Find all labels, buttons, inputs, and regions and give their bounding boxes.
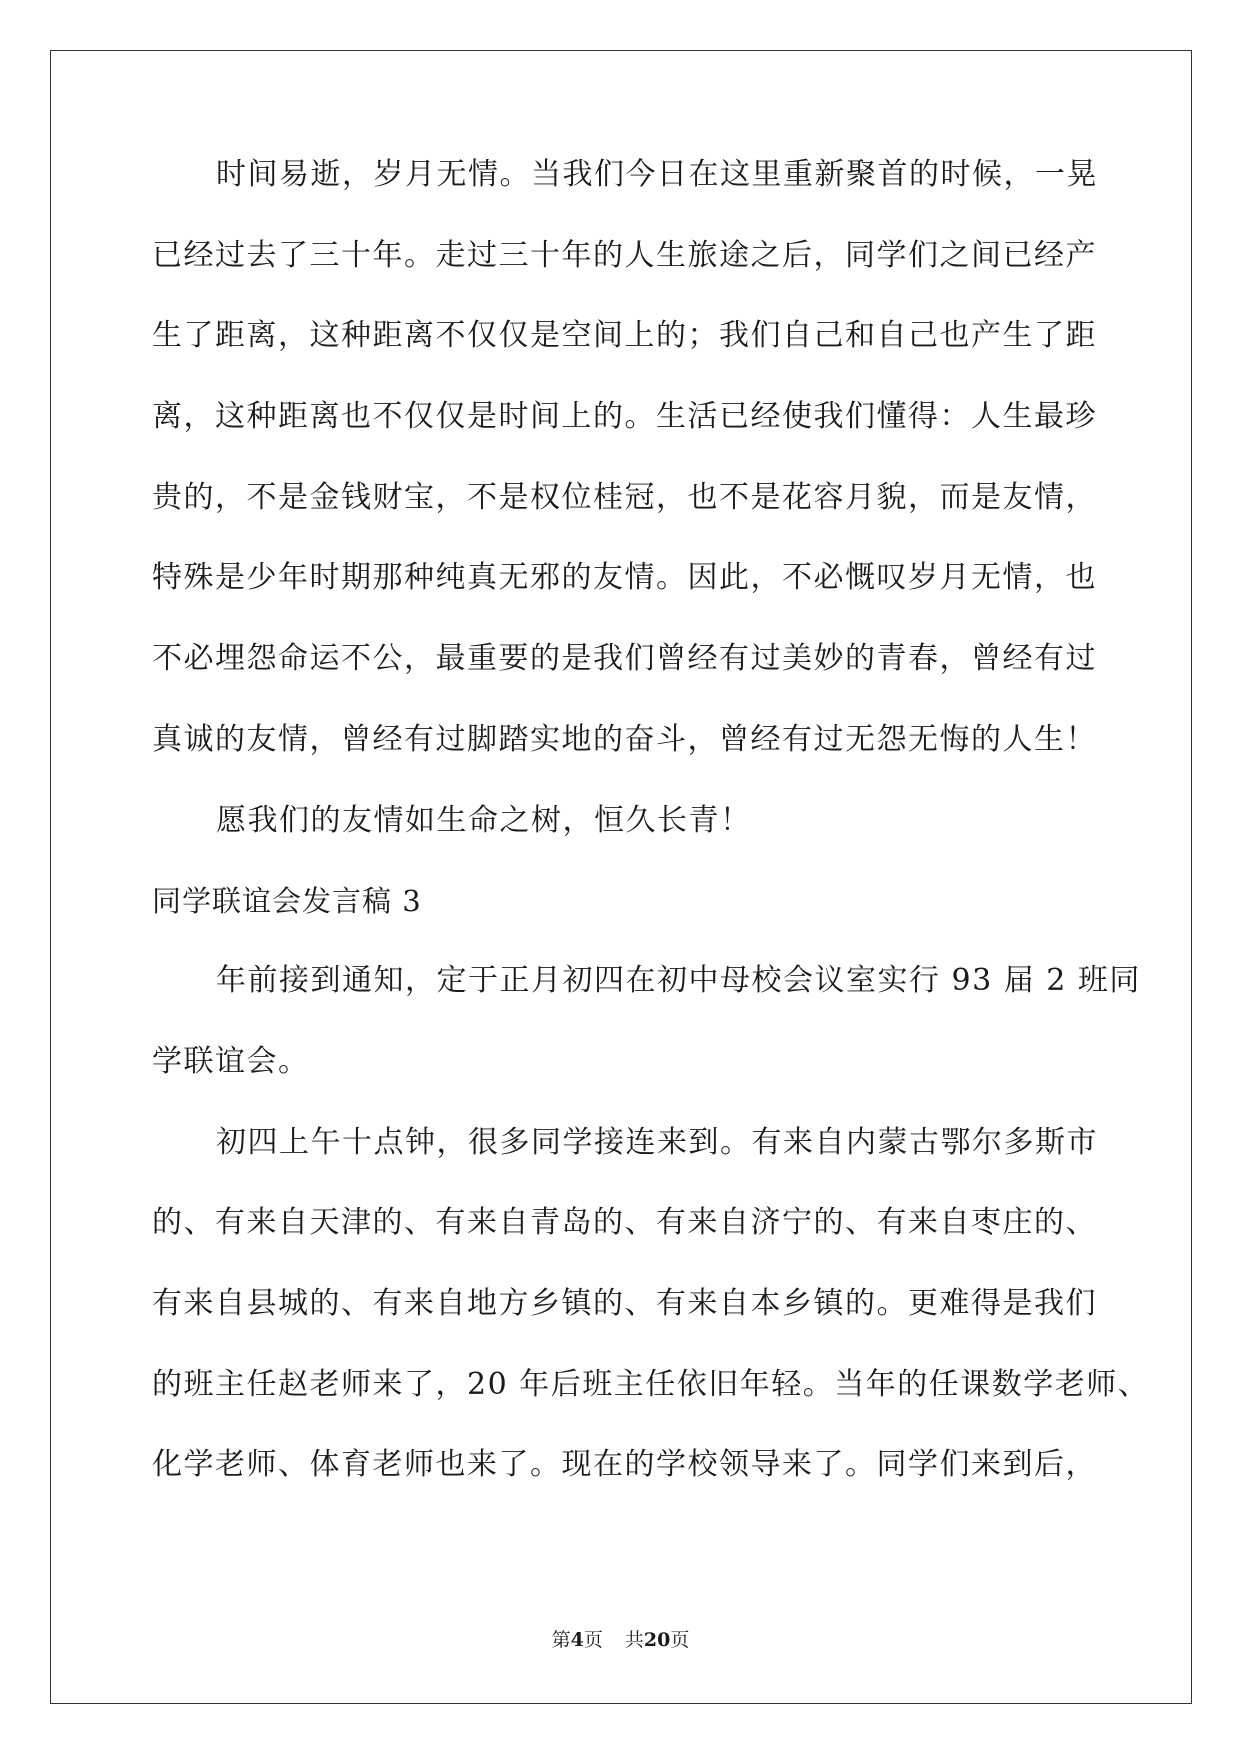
- text-line: 特殊是少年时期那种纯真无邪的友情。因此，不必慨叹岁月无情，也: [152, 560, 1097, 596]
- text-line: 的、有来自天津的、有来自青岛的、有来自济宁的、有来自枣庄的、: [152, 1205, 1097, 1241]
- text-line: 生了距离，这种距离不仅仅是空间上的；我们自己和自己也产生了距: [152, 318, 1097, 354]
- text-line: 有来自县城的、有来自地方乡镇的、有来自本乡镇的。更难得是我们: [152, 1285, 1097, 1321]
- page-suffix: 页: [583, 1629, 603, 1651]
- text-line: 的班主任赵老师来了，20 年后班主任依旧年轻。当年的任课数学老师、: [152, 1366, 1150, 1402]
- paragraph-2: [152, 781, 1088, 862]
- page-number: 4: [570, 1629, 584, 1651]
- paragraph-1: [152, 135, 1098, 781]
- text-line: 化学老师、体育老师也来了。现在的学校领导来了。同学们来到后，: [152, 1447, 1097, 1483]
- paragraph-4: [152, 1103, 1150, 1506]
- text-line: 愿我们的友情如生命之树，恒久长青！: [216, 802, 752, 838]
- page-footer: [0, 1625, 1241, 1652]
- section-heading: 同学联谊会发言稿 3: [152, 884, 422, 919]
- paragraph-3: [152, 941, 1141, 1102]
- text-line: 贵的，不是金钱财宝，不是权位桂冠，也不是花容月貌，而是友情，: [152, 479, 1097, 515]
- document-body: [152, 135, 1150, 1506]
- text-line: 不必埋怨命运不公，最重要的是我们曾经有过美妙的青春，曾经有过: [152, 641, 1097, 677]
- total-pages: 20: [643, 1629, 671, 1651]
- total-suffix: 页: [670, 1629, 690, 1651]
- page-prefix: 第: [551, 1629, 571, 1651]
- total-prefix: 共: [624, 1629, 644, 1651]
- text-line: 已经过去了三十年。走过三十年的人生旅途之后，同学们之间已经产: [152, 237, 1097, 273]
- text-line: 初四上午十点钟，很多同学接连来到。有来自内蒙古鄂尔多斯市: [216, 1124, 1098, 1160]
- text-line: 学联谊会。: [152, 1043, 310, 1079]
- text-line: 时间易逝，岁月无情。当我们今日在这里重新聚首的时候，一晃: [216, 157, 1098, 192]
- text-line: 离，这种距离也不仅仅是时间上的。生活已经使我们懂得：人生最珍: [152, 399, 1097, 435]
- text-line: 年前接到通知，定于正月初四在初中母校会议室实行 93 届 2 班同: [216, 963, 1141, 999]
- text-line: 真诚的友情，曾经有过脚踏实地的奋斗，曾经有过无怨无悔的人生！: [152, 721, 1097, 757]
